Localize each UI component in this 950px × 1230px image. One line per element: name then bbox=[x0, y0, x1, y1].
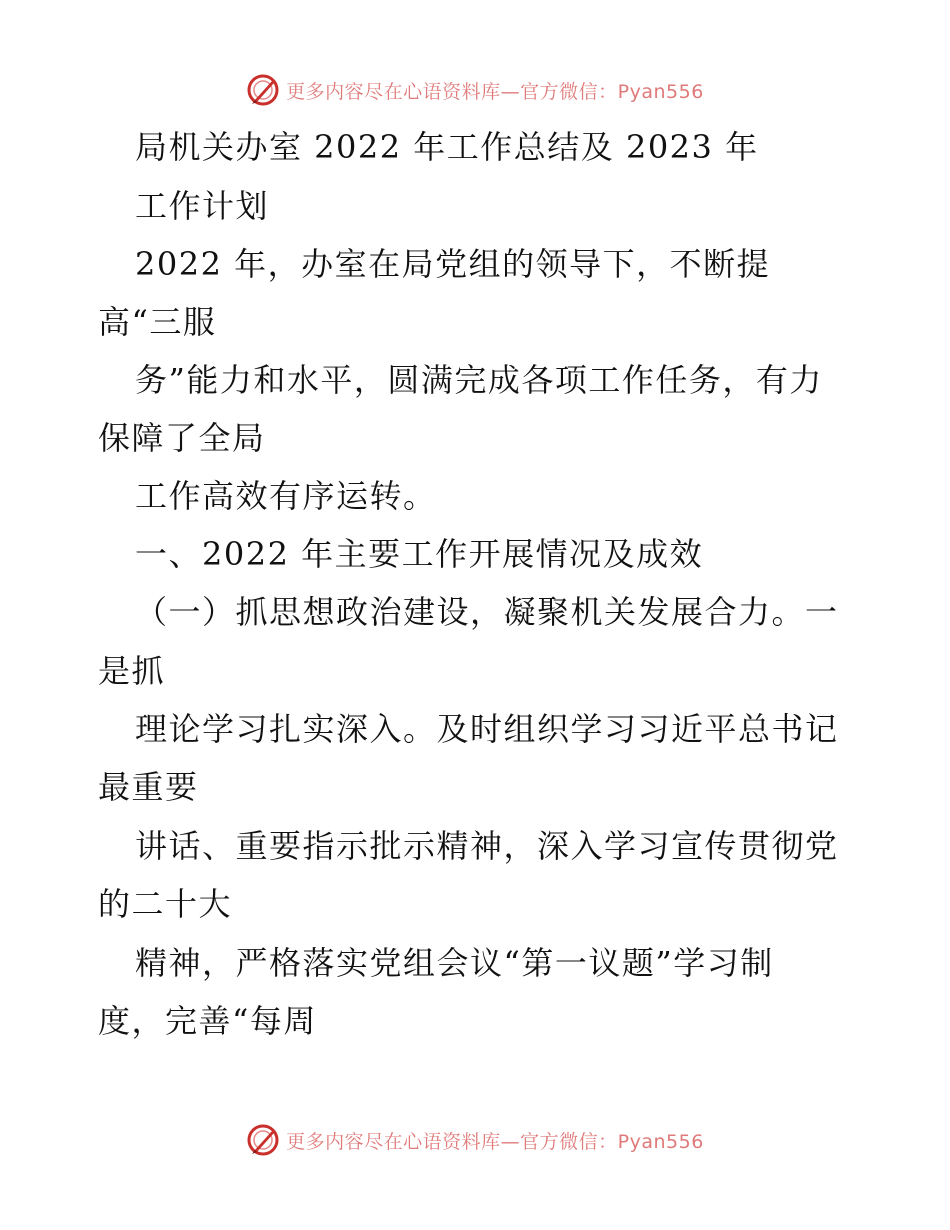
section-heading: 一、2022 年主要工作开展情况及成效 bbox=[135, 535, 704, 573]
paragraph-line: 讲话、重要指示批示精神，深入学习宣传贯彻党 bbox=[135, 827, 839, 865]
pen-seal-icon bbox=[246, 1123, 280, 1157]
paragraph-line: 最重要 bbox=[98, 768, 199, 806]
header-watermark bbox=[0, 70, 950, 110]
watermark-text: 更多内容尽在心语资料库—官方微信：Pyan556 bbox=[286, 80, 704, 103]
paragraph-line: 度，完善“每周 bbox=[98, 1002, 317, 1040]
footer-watermark bbox=[0, 1120, 950, 1160]
paragraph-line: 2022 年，办室在局党组的领导下，不断提 bbox=[135, 245, 771, 283]
paragraph-line: 务”能力和水平，圆满完成各项工作任务，有力 bbox=[135, 361, 823, 399]
paragraph-line: 理论学习扎实深入。及时组织学习习近平总书记 bbox=[135, 710, 839, 748]
title-line-1: 局机关办室 2022 年工作总结及 2023 年 bbox=[135, 128, 759, 166]
paragraph-line: （一）抓思想政治建设，凝聚机关发展合力。一 bbox=[135, 593, 839, 631]
pen-seal-icon bbox=[246, 73, 280, 107]
paragraph-line: 高“三服 bbox=[98, 303, 217, 341]
watermark-text: 更多内容尽在心语资料库—官方微信：Pyan556 bbox=[286, 1130, 704, 1153]
paragraph-line: 的二十大 bbox=[98, 885, 233, 923]
paragraph-line: 保障了全局 bbox=[98, 419, 266, 457]
paragraph-line: 工作高效有序运转。 bbox=[135, 477, 437, 515]
paragraph-line: 精神，严格落实党组会议“第一议题”学习制 bbox=[135, 944, 774, 982]
title-line-2: 工作计划 bbox=[135, 187, 270, 225]
paragraph-line: 是抓 bbox=[98, 652, 166, 690]
